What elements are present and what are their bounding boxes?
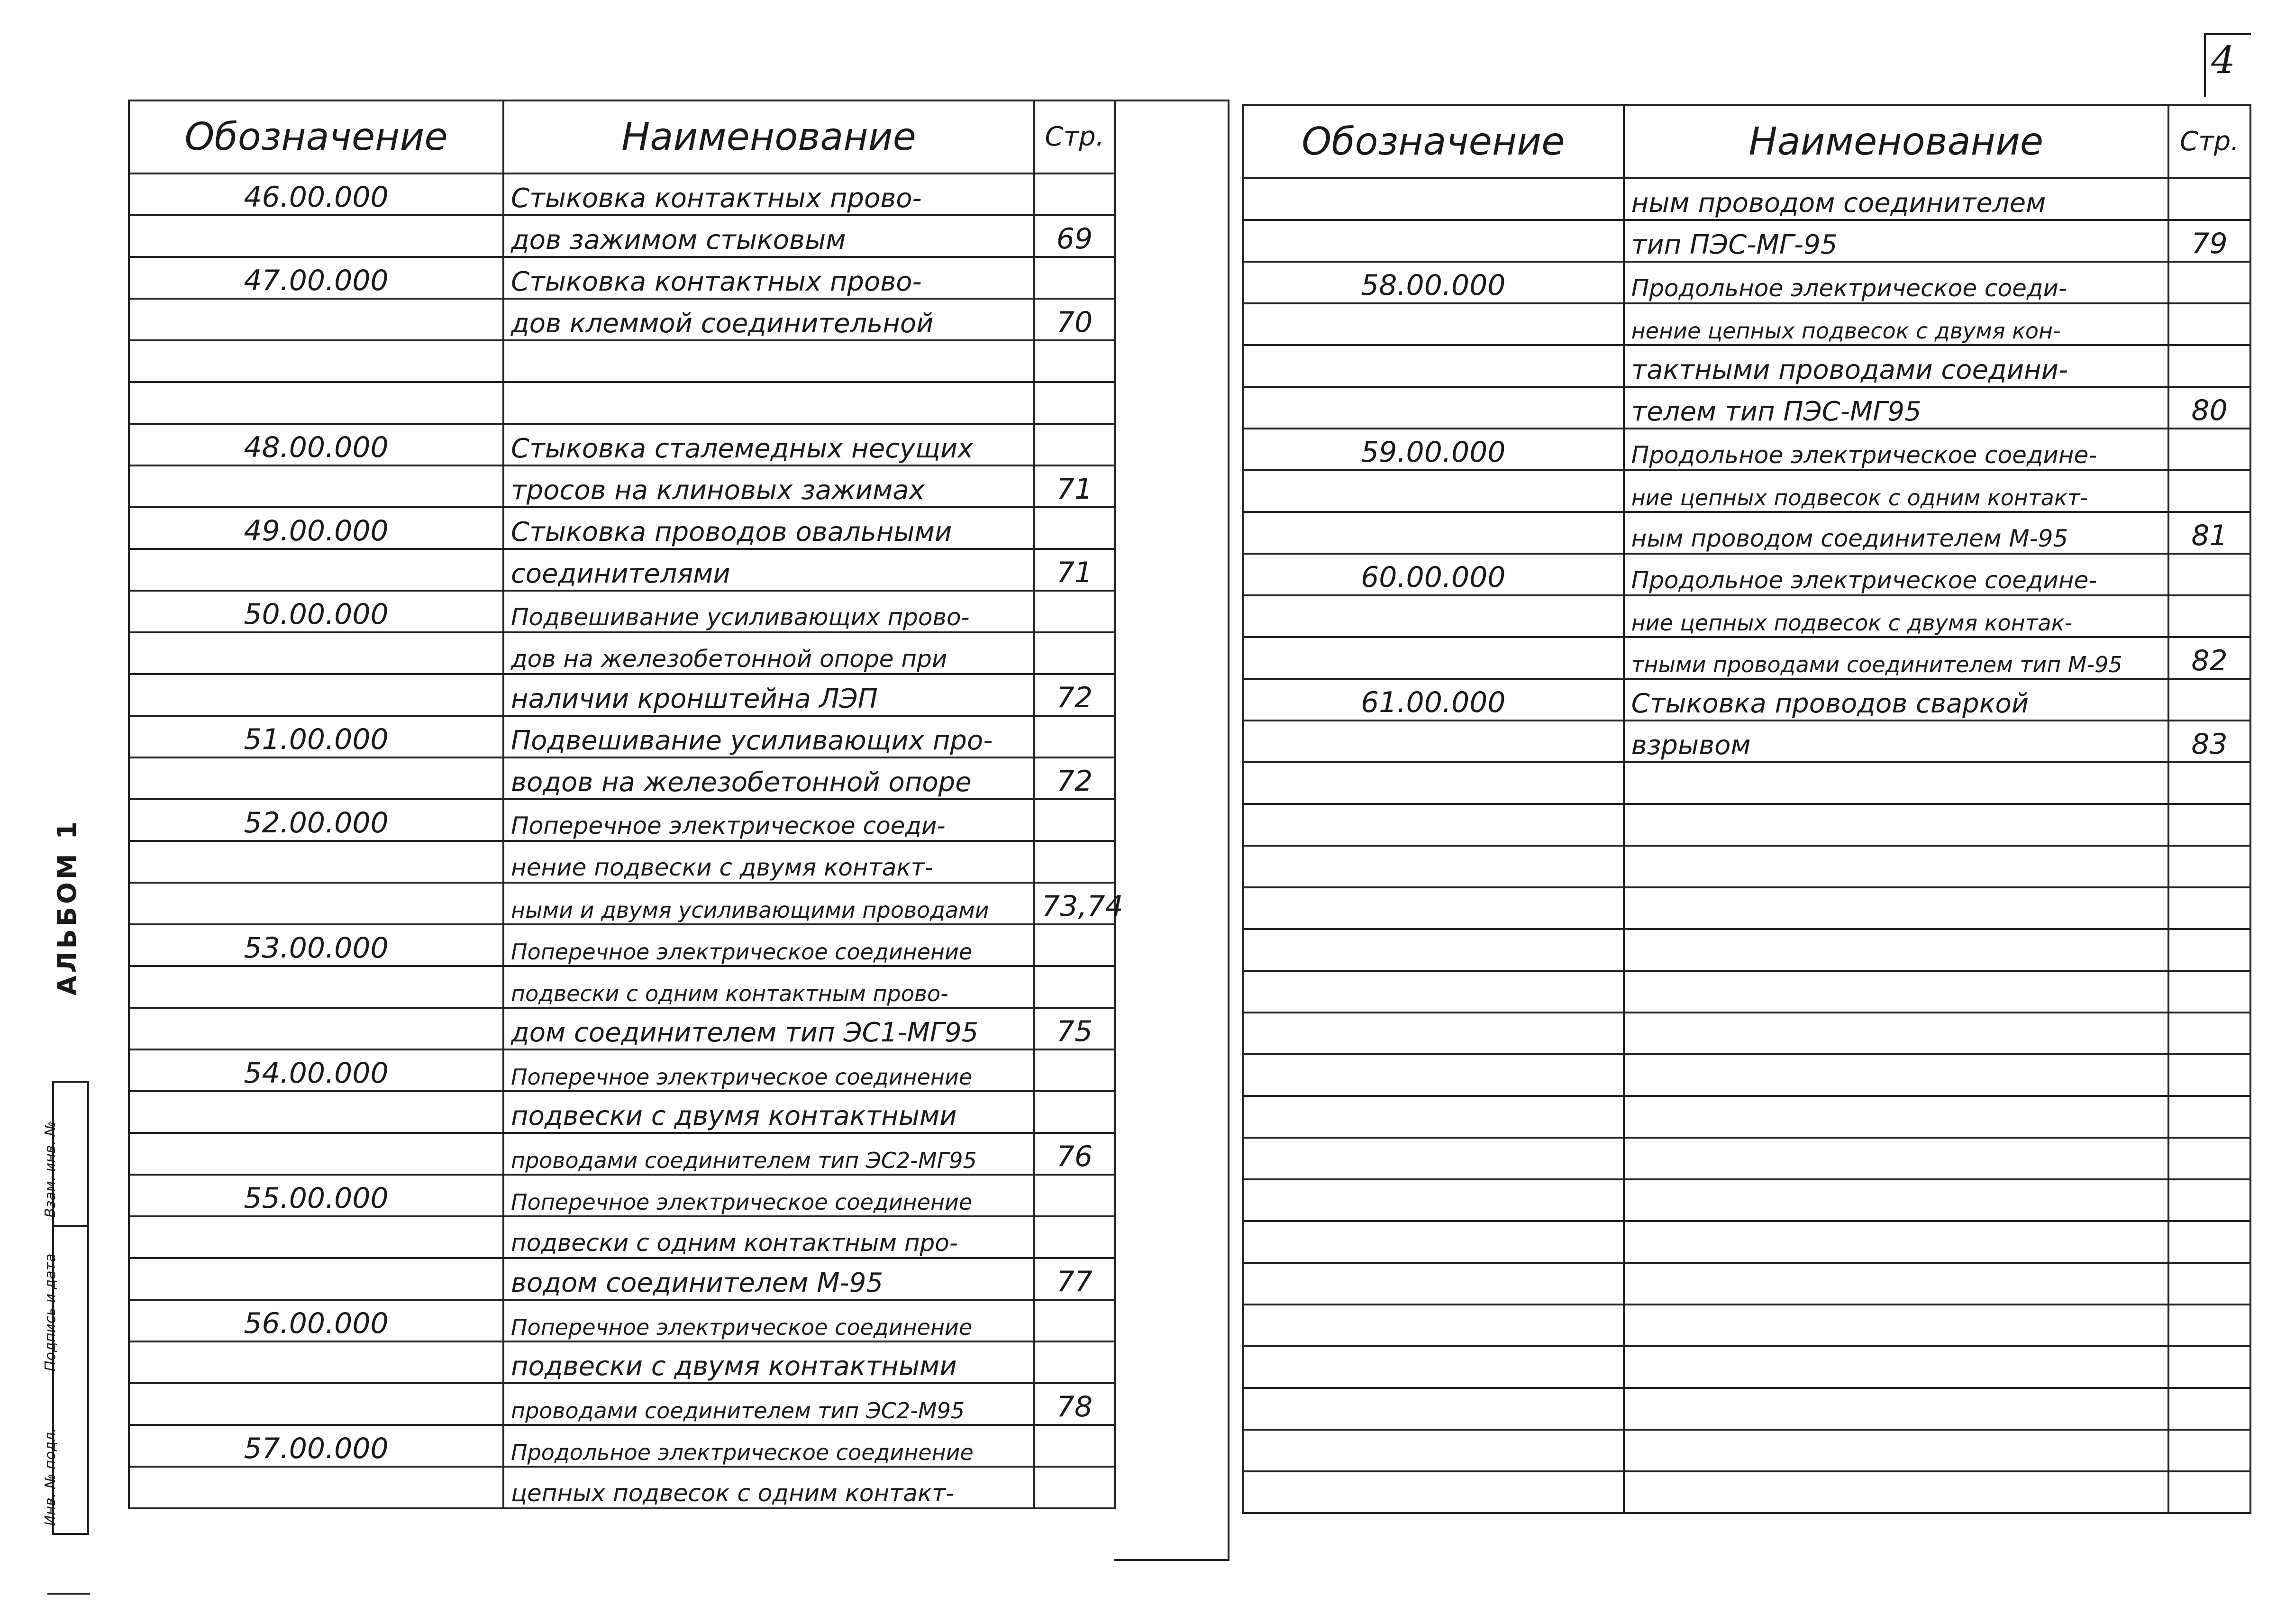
name-cell: Поперечное электрическое соединение — [503, 1300, 1034, 1341]
name-cell — [1624, 971, 2168, 1013]
page-cell — [1034, 716, 1115, 757]
header-name: Наименование — [503, 100, 1034, 173]
name-cell — [1624, 1430, 2168, 1471]
name-cell: Стыковка контактных прово- — [503, 173, 1034, 215]
page-cell — [2168, 679, 2250, 721]
page-cell: 73,74 — [1034, 883, 1115, 924]
table-row — [1243, 345, 2250, 387]
page-cell: 80 — [2168, 387, 2250, 429]
page-cell: 83 — [2168, 721, 2250, 762]
page-cell — [1034, 841, 1115, 883]
name-cell: цепных подвесок с одним контакт- — [503, 1467, 1034, 1508]
name-cell: Стыковка контактных прово- — [503, 257, 1034, 299]
table-row — [129, 1091, 1115, 1133]
designation-cell — [129, 674, 503, 716]
designation-cell — [1243, 637, 1624, 679]
table-row — [1243, 762, 2250, 804]
name-cell — [1624, 887, 2168, 929]
table-row — [1243, 512, 2250, 554]
page-cell — [2168, 887, 2250, 929]
table-row — [129, 757, 1115, 799]
designation-cell — [1243, 1221, 1624, 1263]
table-row — [129, 966, 1115, 1008]
name-cell: проводами соединителем тип ЭС2-МГ95 — [503, 1133, 1034, 1175]
name-cell — [1624, 762, 2168, 804]
name-cell — [503, 340, 1034, 382]
page-cell: 71 — [1034, 549, 1115, 591]
name-cell — [1624, 1054, 2168, 1096]
name-cell: Продольное электрическое соединение — [503, 1425, 1034, 1467]
designation-cell — [1243, 595, 1624, 637]
page-cell — [1034, 966, 1115, 1008]
stamp-cell-replacement — [42, 1083, 87, 1225]
table-row — [129, 382, 1115, 424]
designation-cell — [129, 841, 503, 883]
table-row — [1243, 387, 2250, 429]
table-row — [1243, 595, 2250, 637]
table-row — [1243, 1263, 2250, 1305]
page-cell — [1034, 632, 1115, 674]
page-cell: 82 — [2168, 637, 2250, 679]
name-cell: тип ПЭС-МГ-95 — [1624, 220, 2168, 262]
name-cell: ными и двумя усиливающими проводами — [503, 883, 1034, 924]
designation-cell: 46.00.000 — [129, 173, 503, 215]
page-cell: 79 — [2168, 220, 2250, 262]
designation-cell — [129, 549, 503, 591]
designation-cell: 50.00.000 — [129, 591, 503, 632]
page-cell — [2168, 1013, 2250, 1054]
page-cell: 78 — [1034, 1383, 1115, 1425]
designation-cell — [1243, 1346, 1624, 1388]
page-cell — [2168, 303, 2250, 345]
name-cell: тными проводами соединителем тип М-95 — [1624, 637, 2168, 679]
table-row — [129, 1049, 1115, 1091]
page-cell — [1034, 382, 1115, 424]
table-row — [1243, 1430, 2250, 1471]
table-row — [129, 1258, 1115, 1300]
header-page: Стр. — [1034, 100, 1115, 173]
table-row — [1243, 470, 2250, 512]
page-cell — [2168, 1346, 2250, 1388]
name-cell: Подвешивание усиливающих прово- — [503, 591, 1034, 632]
page-cell — [2168, 1179, 2250, 1221]
designation-cell — [129, 1133, 503, 1175]
table-row — [1243, 679, 2250, 721]
left-spec-table — [128, 100, 1123, 1509]
page-cell: 72 — [1034, 674, 1115, 716]
table-row — [1243, 1471, 2250, 1513]
name-cell — [1624, 1471, 2168, 1513]
name-cell — [1624, 1263, 2168, 1305]
table-row — [129, 716, 1115, 757]
table-row — [129, 424, 1115, 465]
page-number: 4 — [2211, 38, 2235, 82]
page-cell: 76 — [1034, 1133, 1115, 1175]
table-row — [129, 215, 1115, 257]
table-row — [129, 674, 1115, 716]
album-label: АЛЬБОМ 1 — [52, 819, 82, 995]
name-cell: тактными проводами соедини- — [1624, 345, 2168, 387]
designation-cell — [1243, 1430, 1624, 1471]
page-cell: 77 — [1034, 1258, 1115, 1300]
page-cell: 75 — [1034, 1008, 1115, 1049]
designation-cell: 57.00.000 — [129, 1425, 503, 1467]
page-cell — [1034, 257, 1115, 299]
right-spec-table — [1242, 104, 2251, 1514]
header-designation: Обозначение — [129, 100, 503, 173]
header-name: Наименование — [1624, 105, 2168, 178]
table-row — [1243, 1221, 2250, 1263]
table-row — [129, 799, 1115, 841]
designation-cell — [1243, 1138, 1624, 1179]
page-cell — [2168, 262, 2250, 303]
name-cell: соединителями — [503, 549, 1034, 591]
name-cell: проводами соединителем тип ЭС2-М95 — [503, 1383, 1034, 1425]
designation-cell — [129, 340, 503, 382]
page-cell: 70 — [1034, 299, 1115, 340]
page-cell: 81 — [2168, 512, 2250, 554]
name-cell: Стыковка проводов овальными — [503, 507, 1034, 549]
designation-cell — [1243, 387, 1624, 429]
designation-cell — [1243, 512, 1624, 554]
table-row — [1243, 554, 2250, 595]
table-row — [129, 549, 1115, 591]
page-cell: 69 — [1034, 215, 1115, 257]
table-row — [129, 1008, 1115, 1049]
name-cell — [1624, 929, 2168, 971]
margin-mark — [47, 1593, 90, 1595]
table-row — [1243, 429, 2250, 470]
page-cell — [2168, 178, 2250, 220]
table-row — [1243, 1179, 2250, 1221]
table-row — [129, 1383, 1115, 1425]
page-cell — [2168, 929, 2250, 971]
designation-cell — [1243, 887, 1624, 929]
table-row — [129, 1300, 1115, 1341]
table-row — [129, 173, 1115, 215]
designation-cell — [129, 1341, 503, 1383]
table-row — [129, 465, 1115, 507]
name-cell: Поперечное электрическое соединение — [503, 924, 1034, 966]
name-cell: ние цепных подвесок с двумя контак- — [1624, 595, 2168, 637]
designation-cell — [1243, 971, 1624, 1013]
designation-cell — [1243, 1179, 1624, 1221]
page-cell — [2168, 429, 2250, 470]
table-row — [129, 883, 1115, 924]
stamp-label-signature: Подпись и дата — [42, 1253, 59, 1371]
table-row — [1243, 1096, 2250, 1138]
name-cell — [1624, 1138, 2168, 1179]
name-cell: Продольное электрическое соедине- — [1624, 429, 2168, 470]
designation-cell — [1243, 178, 1624, 220]
stamp-cell-inv-orig — [42, 1377, 87, 1533]
designation-cell — [129, 1216, 503, 1258]
table-row — [1243, 1013, 2250, 1054]
table-row — [1243, 971, 2250, 1013]
name-cell: Поперечное электрическое соединение — [503, 1175, 1034, 1216]
designation-cell — [1243, 470, 1624, 512]
page-cell: 71 — [1034, 465, 1115, 507]
name-cell: ным проводом соединителем — [1624, 178, 2168, 220]
page-cell — [1034, 1216, 1115, 1258]
designation-cell — [1243, 1471, 1624, 1513]
stamp-cell-signature — [42, 1225, 87, 1378]
name-cell: дом соединителем тип ЭС1-МГ95 — [503, 1008, 1034, 1049]
page-cell — [2168, 762, 2250, 804]
table-row — [1243, 1388, 2250, 1430]
page-cell — [2168, 345, 2250, 387]
designation-cell: 51.00.000 — [129, 716, 503, 757]
designation-cell: 56.00.000 — [129, 1300, 503, 1341]
name-cell: Стыковка проводов сваркой — [1624, 679, 2168, 721]
designation-cell — [1243, 1305, 1624, 1346]
page-cell — [1034, 591, 1115, 632]
table-row — [129, 1467, 1115, 1508]
name-cell: подвески с двумя контактными — [503, 1341, 1034, 1383]
table-row — [1243, 929, 2250, 971]
page-cell — [1034, 507, 1115, 549]
designation-cell — [129, 966, 503, 1008]
designation-cell — [129, 299, 503, 340]
page-cell — [1034, 1425, 1115, 1467]
designation-cell — [129, 215, 503, 257]
page-cell — [2168, 595, 2250, 637]
table-row — [1243, 637, 2250, 679]
stamp-label-replacement: Взам. инв. № — [42, 1121, 59, 1218]
page-cell — [1034, 1049, 1115, 1091]
table-row — [129, 257, 1115, 299]
name-cell: наличии кронштейна ЛЭП — [503, 674, 1034, 716]
right-header-row — [1243, 105, 2250, 178]
table-row — [1243, 262, 2250, 303]
table-row — [129, 841, 1115, 883]
page-cell — [2168, 1430, 2250, 1471]
name-cell — [1624, 1305, 2168, 1346]
table-row — [129, 591, 1115, 632]
designation-cell — [1243, 1013, 1624, 1054]
designation-cell — [1243, 762, 1624, 804]
header-designation: Обозначение — [1243, 105, 1624, 178]
table-row — [1243, 220, 2250, 262]
table-row — [129, 632, 1115, 674]
name-cell — [1624, 846, 2168, 887]
page-cell — [2168, 1388, 2250, 1430]
table-row — [1243, 1054, 2250, 1096]
page-cell — [1034, 424, 1115, 465]
designation-cell: 58.00.000 — [1243, 262, 1624, 303]
page-cell — [1034, 340, 1115, 382]
designation-cell — [1243, 1054, 1624, 1096]
table-row — [1243, 1305, 2250, 1346]
name-cell: Поперечное электрическое соеди- — [503, 799, 1034, 841]
table-row — [129, 299, 1115, 340]
designation-cell — [1243, 804, 1624, 846]
page-cell — [1034, 173, 1115, 215]
binding-gap-column — [1114, 100, 1229, 1561]
name-cell — [1624, 1346, 2168, 1388]
table-row — [1243, 1346, 2250, 1388]
page-cell: 72 — [1034, 757, 1115, 799]
designation-cell — [129, 883, 503, 924]
designation-cell: 61.00.000 — [1243, 679, 1624, 721]
designation-cell — [1243, 1096, 1624, 1138]
table-row — [129, 1216, 1115, 1258]
name-cell: нение подвески с двумя контакт- — [503, 841, 1034, 883]
stamp-label-inv-orig: Инв. № подл. — [42, 1428, 59, 1526]
designation-cell: 47.00.000 — [129, 257, 503, 299]
page-cell — [2168, 470, 2250, 512]
designation-cell — [129, 1467, 503, 1508]
name-cell — [1624, 1096, 2168, 1138]
page-cell — [1034, 924, 1115, 966]
designation-cell — [1243, 1388, 1624, 1430]
name-cell — [1624, 1013, 2168, 1054]
designation-cell: 60.00.000 — [1243, 554, 1624, 595]
page-cell — [2168, 1263, 2250, 1305]
page-cell — [2168, 846, 2250, 887]
page-cell — [2168, 1471, 2250, 1513]
designation-cell — [129, 632, 503, 674]
name-cell — [1624, 1221, 2168, 1263]
name-cell: ным проводом соединителем М-95 — [1624, 512, 2168, 554]
table-row — [129, 1425, 1115, 1467]
designation-cell — [129, 1258, 503, 1300]
header-page: Стр. — [2168, 105, 2250, 178]
table-row — [1243, 887, 2250, 929]
page-cell — [2168, 1138, 2250, 1179]
name-cell: дов на железобетонной опоре при — [503, 632, 1034, 674]
name-cell: дов зажимом стыковым — [503, 215, 1034, 257]
name-cell: Продольное электрическое соедине- — [1624, 554, 2168, 595]
name-cell: телем тип ПЭС-МГ95 — [1624, 387, 2168, 429]
designation-cell — [1243, 1263, 1624, 1305]
table-row — [129, 507, 1115, 549]
page-cell — [1034, 1091, 1115, 1133]
table-row — [1243, 846, 2250, 887]
table-row — [129, 1341, 1115, 1383]
name-cell: подвески с одним контактным про- — [503, 1216, 1034, 1258]
designation-cell: 52.00.000 — [129, 799, 503, 841]
designation-cell: 48.00.000 — [129, 424, 503, 465]
name-cell: дов клеммой соединительной — [503, 299, 1034, 340]
table-row — [129, 1175, 1115, 1216]
page-cell — [2168, 804, 2250, 846]
table-row — [1243, 1138, 2250, 1179]
table-row — [129, 340, 1115, 382]
table-row — [129, 1133, 1115, 1175]
name-cell: подвески с двумя контактными — [503, 1091, 1034, 1133]
page-cell — [2168, 554, 2250, 595]
designation-cell: 53.00.000 — [129, 924, 503, 966]
table-row — [1243, 303, 2250, 345]
name-cell: водом соединителем М-95 — [503, 1258, 1034, 1300]
name-cell: Продольное электрическое соеди- — [1624, 262, 2168, 303]
designation-cell — [129, 1091, 503, 1133]
designation-cell: 59.00.000 — [1243, 429, 1624, 470]
designation-cell — [1243, 721, 1624, 762]
name-cell: нение цепных подвесок с двумя кон- — [1624, 303, 2168, 345]
name-cell: водов на железобетонной опоре — [503, 757, 1034, 799]
page-cell — [2168, 1221, 2250, 1263]
page-cell — [2168, 971, 2250, 1013]
name-cell: тросов на клиновых зажимах — [503, 465, 1034, 507]
designation-cell — [129, 1383, 503, 1425]
designation-cell — [1243, 220, 1624, 262]
name-cell — [1624, 804, 2168, 846]
page-cell — [2168, 1305, 2250, 1346]
designation-cell — [129, 757, 503, 799]
designation-cell — [1243, 929, 1624, 971]
designation-cell — [1243, 303, 1624, 345]
page-cell — [1034, 1467, 1115, 1508]
page-cell — [1034, 799, 1115, 841]
name-cell: Подвешивание усиливающих про- — [503, 716, 1034, 757]
table-row — [129, 924, 1115, 966]
designation-cell — [129, 1008, 503, 1049]
designation-cell — [129, 382, 503, 424]
name-cell: взрывом — [1624, 721, 2168, 762]
name-cell: Стыковка сталемедных несущих — [503, 424, 1034, 465]
page-cell — [1034, 1341, 1115, 1383]
page-cell — [2168, 1054, 2250, 1096]
name-cell: ние цепных подвесок с одним контакт- — [1624, 470, 2168, 512]
designation-cell — [129, 465, 503, 507]
table-row — [1243, 804, 2250, 846]
page-cell — [1034, 1300, 1115, 1341]
designation-cell — [1243, 846, 1624, 887]
name-cell: Поперечное электрическое соединение — [503, 1049, 1034, 1091]
name-cell — [1624, 1179, 2168, 1221]
name-cell — [1624, 1388, 2168, 1430]
page-cell — [2168, 1096, 2250, 1138]
name-cell: подвески с одним контактным прово- — [503, 966, 1034, 1008]
approval-stamp — [42, 1081, 89, 1535]
table-row — [1243, 721, 2250, 762]
table-row — [1243, 178, 2250, 220]
designation-cell: 55.00.000 — [129, 1175, 503, 1216]
left-header-row — [129, 100, 1115, 173]
page-cell — [1034, 1175, 1115, 1216]
designation-cell: 54.00.000 — [129, 1049, 503, 1091]
name-cell — [503, 382, 1034, 424]
designation-cell — [1243, 345, 1624, 387]
designation-cell: 49.00.000 — [129, 507, 503, 549]
